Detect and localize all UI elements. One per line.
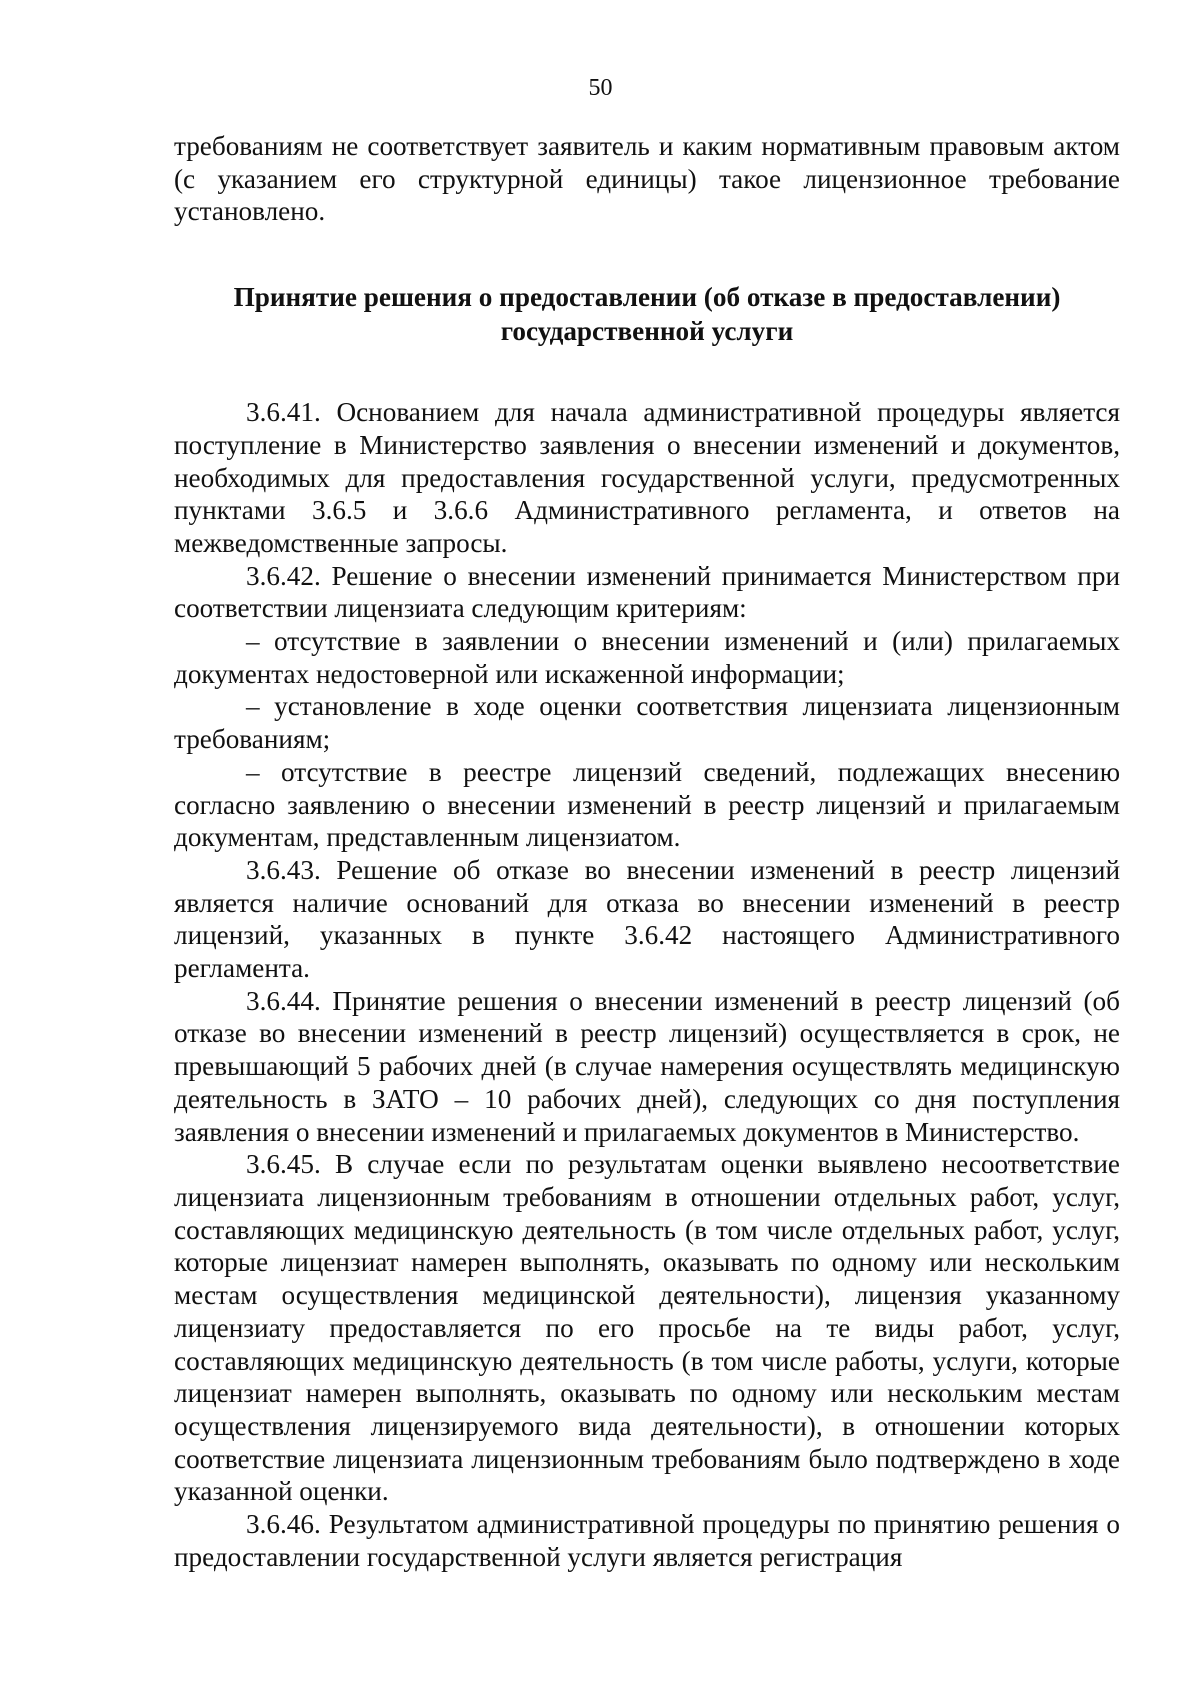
criteria-item-2: – установление в ходе оценки соответствия лицензиата лицензионным требованиям; [174,691,1120,755]
paragraph-3-6-46: 3.6.46. Результатом административной процедуры по принятию решения о предоставлении государственной услуги является регистрация [174,1509,1120,1572]
paragraph-3-6-42: 3.6.42. Решение о внесении изменений принимается Министерством при соответствии лицензиата следующим критериям: [174,560,1120,624]
page-number: 50 [588,75,613,101]
paragraph-3-6-44: 3.6.44. Принятие решения о внесении изменений в реестр лицензий (об отказе во внесении изменений в реестр лицензий) осуществляется в срок, не превышающий 5 рабочих дней (в случае намерения осуществлять медицинскую деятельность в ЗАТО – 10 рабочих дней), следующих со дня поступления заявления о внесении изменений и прилагаемых документов в Министерство. [174,985,1120,1147]
criteria-item-1: – отсутствие в заявлении о внесении изменений и (или) прилагаемых документах недостоверной или искаженной информации; [174,626,1120,689]
page-content [174,130,1120,1573]
section-heading-line-2: государственной услуги [500,316,794,347]
section-heading [174,280,1120,348]
criteria-item-3: – отсутствие в реестре лицензий сведений, подлежащих внесению согласно заявлению о внесении изменений в реестр лицензий и прилагаемым документам, представленным лицензиатом. [174,756,1120,853]
paragraph-3-6-45: 3.6.45. В случае если по результатам оценки выявлено несоответствие лицензиата лицензионным требованиям в отношении отдельных работ, услуг, составляющих медицинскую деятельность (в том числе отдельных работ, услуг, которые лицензиат намерен выполнять, оказывать по одному или нескольким местам осуществления медицинской деятельности), лицензия указанному лицензиату предоставляется по его просьбе на те виды работ, услуг, составляющих медицинскую деятельность (в том числе работы, услуги, которые лицензиат намерен выполнять, оказывать по одному или нескольким местам осуществления лицензируемого вида деятельности), в отношении которых соответствие лицензиата лицензионным требованиям было подтверждено в ходе указанной оценки. [174,1149,1120,1507]
paragraph-3-6-43: 3.6.43. Решение об отказе во внесении изменений в реестр лицензий является наличие оснований для отказа во внесении изменений в реестр лицензий, указанных в пункте 3.6.42 настоящего Административного регламента. [174,854,1120,984]
paragraph-3-6-41: 3.6.41. Основанием для начала административной процедуры является поступление в Министерство заявления о внесении изменений и документов, необходимых для предоставления государственной услуги, предусмотренных пунктами 3.6.5 и 3.6.6 Административного регламента, и ответов на межведомственные запросы. [174,397,1120,558]
intro-paragraph: требованиям не соответствует заявитель и каким нормативным правовым актом (с указанием его структурной единицы) такое лицензионное требование установлено. [174,131,1120,227]
section-heading-line-1: Принятие решения о предоставлении (об отказе в предоставлении) [233,282,1061,313]
